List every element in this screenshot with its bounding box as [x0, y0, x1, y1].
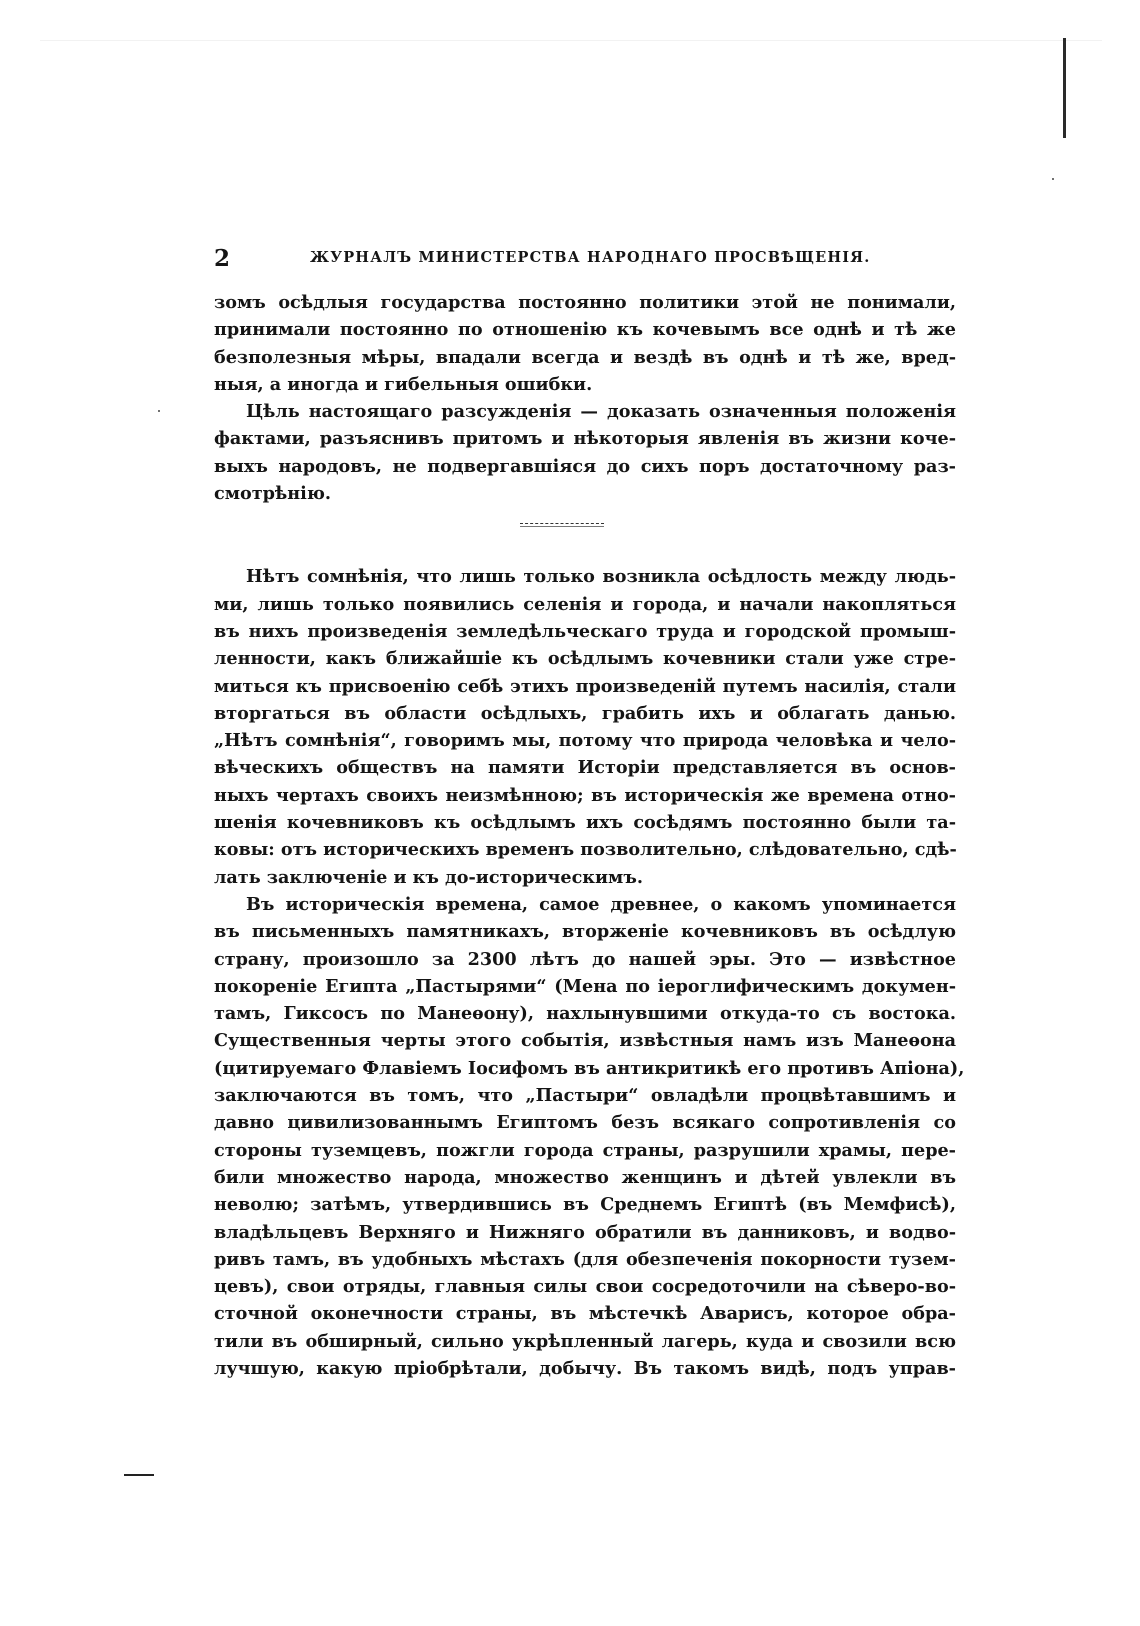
text-line: сточной оконечности страны, въ мѣстечкѣ Аварисъ, которое обра-	[214, 1303, 956, 1325]
text-line: выхъ народовъ, не подвергавшіяся до сихъ поръ достаточному раз-	[214, 455, 956, 477]
text-line: въ нихъ произведенія земледѣльческаго труда и городской промыш-	[214, 620, 956, 642]
text-line: неволю; затѣмъ, утвердившись въ Среднемъ Египтѣ (въ Мемфисѣ),	[214, 1194, 956, 1216]
section-gap	[214, 527, 956, 563]
text-line: ныхъ чертахъ своихъ неизмѣнною; въ историческія же времена отно-	[214, 784, 956, 806]
text-line: цевъ), свои отряды, главныя силы свои сосредоточили на сѣверо-во-	[214, 1276, 956, 1298]
text-line: смотрѣнію.	[214, 483, 332, 505]
text-line: тили въ обширный, сильно укрѣпленный лагерь, куда и свозили всю	[214, 1330, 956, 1352]
text-line: въ письменныхъ памятникахъ, вторженіе кочевниковъ въ осѣдлую	[214, 921, 956, 943]
text-line: били множество народа, множество женщинъ и дѣтей увлекли въ	[214, 1166, 956, 1188]
running-title: ЖУРНАЛЪ МИНИСТЕРСТВА НАРОДНАГО ПРОСВѢЩЕНІЯ.	[310, 249, 871, 266]
text-line: безполезныя мѣры, впадали всегда и вездѣ въ однѣ и тѣ же, вред-	[214, 346, 956, 368]
scan-speck	[1052, 178, 1054, 180]
text-line: миться къ присвоенію себѣ этихъ произведеній путемъ насилія, стали	[214, 675, 956, 697]
text-line: ныя, а иногда и гибельныя ошибки.	[214, 373, 593, 395]
paragraph-4	[214, 891, 965, 1382]
text-line: шенія кочевниковъ къ осѣдлымъ ихъ сосѣдямъ постоянно были та-	[214, 812, 956, 834]
scan-speck	[158, 410, 160, 412]
page-content	[214, 245, 965, 1382]
text-line: давно цивилизованнымъ Египтомъ безъ всякаго сопротивленія со	[214, 1112, 956, 1134]
text-line: Цѣль настоящаго разсужденія — доказать означенныя положенія	[246, 401, 956, 423]
text-line: фактами, разъяснивъ притомъ и нѣкоторыя явленія въ жизни коче-	[214, 428, 956, 450]
paragraph-3	[214, 563, 956, 891]
text-line: Въ историческія времена, самое древнее, о какомъ упоминается	[246, 893, 956, 915]
text-line: (цитируемаго Флавіемъ Іосифомъ въ антикритикѣ его противъ Апіона),	[214, 1057, 965, 1079]
scan-edge	[40, 40, 1102, 41]
page-header	[214, 245, 956, 275]
text-line: ковы: отъ историческихъ временъ позволительно, слѣдовательно, сдѣ-	[214, 839, 957, 861]
margin-mark	[124, 1474, 154, 1476]
text-line: тамъ, Гиксосъ по Манеѳону), нахлынувшими откуда-то съ востока.	[214, 1003, 956, 1025]
text-line: владѣльцевъ Верхняго и Нижняго обратили въ данниковъ, и водво-	[214, 1221, 956, 1243]
text-line: „Нѣтъ сомнѣнія“, говоримъ мы, потому что природа человѣка и чело-	[214, 730, 956, 752]
text-line: страну, произошло за 2300 лѣтъ до нашей эры. Это — извѣстное	[214, 948, 956, 970]
text-line: заключаются въ томъ, что „Пастыри“ овладѣли процвѣтавшимъ и	[214, 1085, 956, 1107]
text-line: покореніе Египта „Пастырями“ (Мена по іероглифическимъ докумен-	[214, 975, 956, 997]
paragraph-2	[214, 398, 956, 507]
text-line: принимали постоянно по отношенію къ кочевымъ все однѣ и тѣ же	[214, 319, 956, 341]
text-line: ми, лишь только появились селенія и города, и начали накопляться	[214, 593, 956, 615]
text-line: стороны туземцевъ, пожгли города страны, разрушили храмы, пере-	[214, 1139, 956, 1161]
text-line: вѣческихъ обществъ на памяти Исторіи представляется въ основ-	[214, 757, 956, 779]
scan-binding-line	[1063, 38, 1066, 138]
text-line: Нѣтъ сомнѣнія, что лишь только возникла осѣдлость между людь-	[246, 566, 956, 588]
text-line: вторгаться въ области осѣдлыхъ, грабить ихъ и облагать данью.	[214, 702, 956, 724]
text-line: ленности, какъ ближайшіе къ осѣдлымъ кочевники стали уже стре-	[214, 648, 956, 670]
page-number: 2	[214, 245, 231, 272]
text-line: зомъ осѣдлыя государства постоянно политики этой не понимали,	[214, 292, 956, 313]
text-line: Существенныя черты этого событія, извѣстныя намъ изъ Манеѳона	[214, 1030, 956, 1052]
text-line: лать заключеніе и къ до-историческимъ.	[214, 866, 643, 888]
paragraph-1	[214, 289, 956, 398]
text-line: ривъ тамъ, въ удобныхъ мѣстахъ (для обезпеченія покорности тузем-	[214, 1248, 956, 1270]
text-line: лучшую, какую пріобрѣтали, добычу. Въ такомъ видѣ, подъ управ-	[214, 1357, 956, 1379]
